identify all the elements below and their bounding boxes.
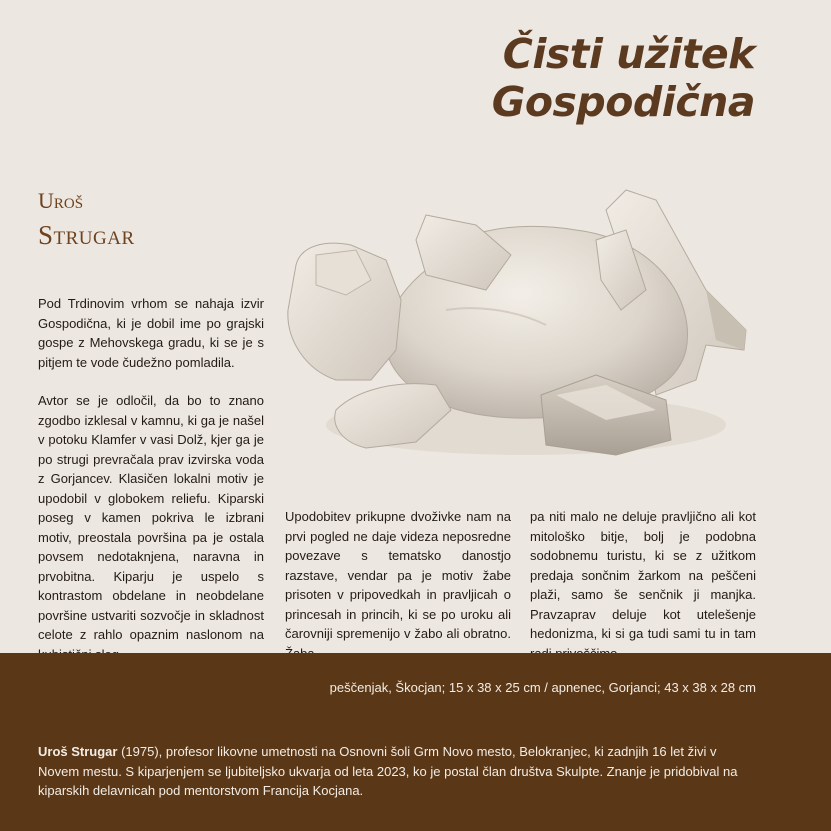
paragraph-author: Avtor se je odločil, da bo to znano zgodbo izklesal v kamnu, ki ga je našel v potoku Klamfer v vasi Dolž, kjer ga je po strugi prevračala prav izvirska voda z Gorjancev. Klasičen lokalni motiv je upodobil v globokem reliefu. Kiparski poseg v kamen pokriva le izbrani motiv, preostala površina pa je ostala povsem nedotaknjena, naravna in prvobitna. Kiparju je uspelo s kontrastom obdelane in neobdelane površine ustvariti sozvočje in skladnost celote z rahlo opaznim naslonom na	[38, 393, 264, 642]
artist-first-name: Uroš	[38, 188, 84, 213]
paragraph-intro: Pod Trdinovim vrhom se nahaja izvir Gospodična, ki je dobil ime po grajski gospe z Mehovskega gradu, ki se je s pitjem te vode čudežno pomladila.	[38, 296, 264, 370]
bio-artist-name: Uroš Strugar	[38, 744, 118, 759]
artwork-caption: peščenjak, Škocjan; 15 x 38 x 25 cm / apnenec, Gorjanci; 43 x 38 x 28 cm	[329, 680, 756, 695]
text-column-3	[530, 507, 756, 663]
bio-text: (1975), profesor likovne umetnosti na Osnovni šoli Grm Novo mesto, Belokranjec, ki zadnjih 16 let živi v Novem mestu. S kiparjenjem se ljubiteljsko ukvarja od leta 2023, ko je postal član društva Skulpte. Znanje je pridobival na kiparskih delavnicah pod mentorstvom Francija Kocjana.	[38, 744, 738, 798]
text-column-2	[285, 507, 511, 663]
paragraph-hedonism: pa niti malo ne deluje pravljično ali kot mitološko bitje, bolj je podobna sodobnemu turistu, ki se z užitkom predaja sončnim žarkom na peščeni plaži, samo še senčnik ji manjka. Pravzaprav deluje kot utelešenje hedonizma, ki si ga tudi sami tu in tam	[530, 509, 756, 641]
artist-last-name: Strugar	[38, 220, 135, 250]
page-title	[492, 30, 755, 126]
title-line-1: Čisti užitek	[502, 30, 755, 78]
frog-sculpture-image	[276, 180, 756, 480]
title-line-2: Gospodična	[491, 78, 755, 126]
paragraph-frog: Upodobitev prikupne dvoživke nam na prvi pogled ne daje videza neposredne povezave s tematsko danostjo razstave, vendar pa je motiv žabe prisoten v pripovedkah in pravljicah o princesah in princih, ki se po uroku ali čarovniji spremenijo v žabo ali obratno.	[285, 509, 511, 641]
artist-bio	[38, 742, 756, 801]
text-column-1	[38, 294, 264, 664]
